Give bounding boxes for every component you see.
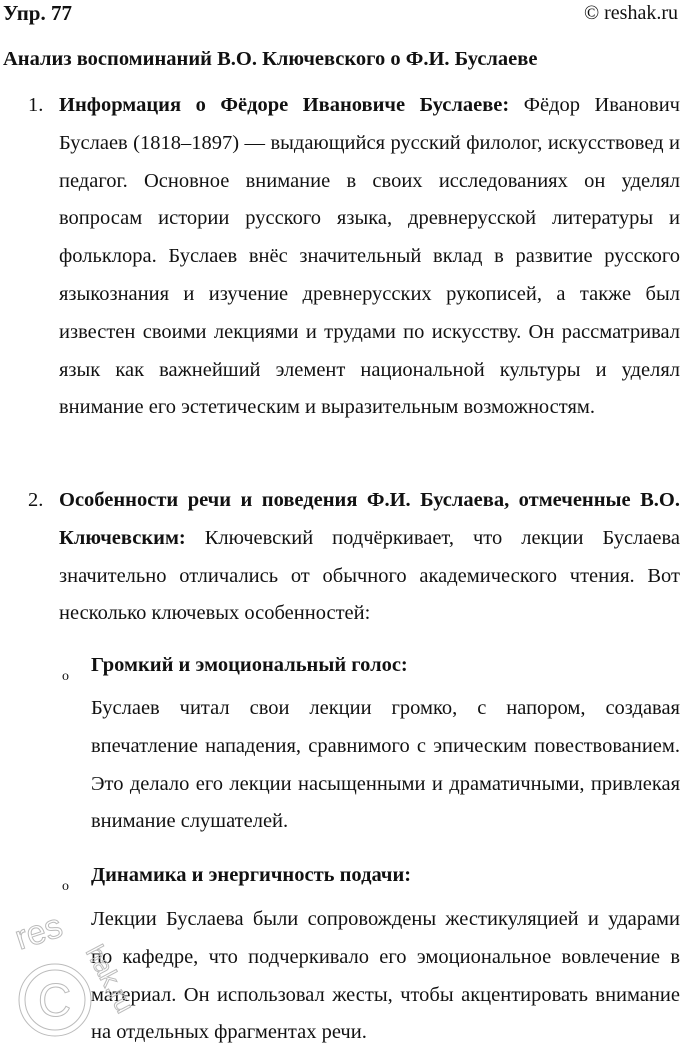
list-number: 1. xyxy=(28,94,44,116)
bullet-icon: o xyxy=(62,879,69,894)
subitem-heading: Громкий и эмоциональный голос: xyxy=(91,654,408,676)
item-heading: Информация о Фёдоре Ивановиче Буслаеве: xyxy=(59,94,510,116)
subitem-text: Буслаев читал свои лекции громко, с напором, создавая впечатление нападения, сравнимого с эпическим повествованием. Это делало его лекции насыщенными и драматичными, привлекая внимание слушателей. xyxy=(91,697,680,833)
document-title: Анализ воспоминаний В.О. Ключевского о Ф.И. Буслаеве xyxy=(3,48,538,70)
page-header xyxy=(0,0,680,30)
subitem-text: Лекции Буслаева были сопровождены жестикуляцией и ударами по кафедре, что подчеркивало его эмоциональное вовлечение в материал. Он использовал жесты, чтобы акцентировать внимание на отдельных фрагментах речи. xyxy=(91,908,680,1044)
exercise-number: Упр. 77 xyxy=(3,1,72,25)
item-text: Фёдор Иванович Буслаев (1818–1897) — выдающийся русский филолог, искусствовед и педагог. Основное внимание в своих исследованиях он уделял вопросам истории русского языка, древнерусской литературы и фольклора. Буслаев внёс значительный вклад в развитие русского языкознания и изучение древнерусских рукописей, а также был известен своими лекциями и трудами по искусству. Он рассматривал язык как важнейший элемент национальной культуры и уделял внимание его эстетическим и выразительным возможностям. xyxy=(59,94,680,419)
item-heading: Особенности речи и поведения Ф.И. Буслаева, отмеченные В.О. Ключевским: xyxy=(59,489,680,549)
item-text: Ключевский подчёркивает, что лекции Буслаева значительно отличались от обычного академического чтения. Вот несколько ключевых особенностей: xyxy=(59,526,680,625)
list-number: 2. xyxy=(28,489,44,511)
list-item-1 xyxy=(59,87,680,427)
svg-text:hak.ru: hak.ru xyxy=(80,939,141,1018)
svg-text:C: C xyxy=(38,974,72,1026)
subitem-heading: Динамика и энергичность подачи: xyxy=(91,864,412,886)
site-credit: © reshak.ru xyxy=(583,2,678,24)
bullet-icon: o xyxy=(62,669,69,684)
list-item-2 xyxy=(59,482,680,633)
svg-text:res: res xyxy=(10,906,67,958)
